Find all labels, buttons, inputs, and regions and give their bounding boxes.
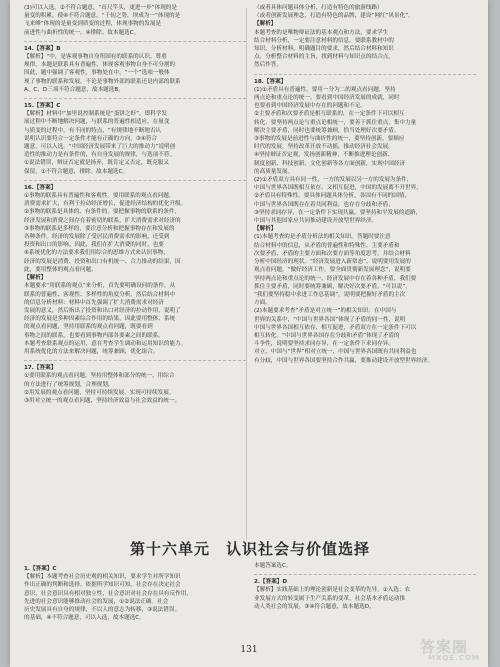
text-line: 现了事物的联系和发展，不论是事物外部的联系还是内部的联系 — [24, 78, 181, 85]
text-line: 经济的发展是多种因素综合作用的结果，因此要用整体、系统 — [24, 316, 176, 323]
u1-analysis — [24, 573, 246, 622]
text-line: ①要用联系的观点看问题，坚持用整体和部分的统一，用综合 — [24, 373, 175, 380]
text-line: 两点论和重点论的统一。要看到中国经济发展的成就，同时 — [254, 95, 400, 102]
text-line: 知识，分析材料，明确题目的要求，然后结合材料和知识 — [254, 46, 394, 53]
text-line: 发展的意义，然后指出了投资和出口对经济的拉动作用，说明了 — [24, 307, 181, 314]
separator — [24, 360, 246, 361]
text-line: ②主要矛盾和次要矛盾是相互联系的，在一定条件下可以相互 — [254, 111, 405, 118]
text-line: 本题考查的是唯物辩证法的基本观点和方法，要求学生 — [254, 29, 389, 36]
text-line: “我们要坚持稳中求进工作总基调”，说明要把握好矛盾的主次 — [254, 291, 406, 298]
left-top-text — [24, 4, 246, 37]
text-line: 题意，可以入选。“中国经济发展带来了巨大的推动力”说明创 — [24, 144, 176, 151]
text-line: ①说法错误，辩证否定就是扬弃，既肯定又否定，既克服又 — [24, 160, 169, 167]
q18-analysis — [254, 233, 476, 364]
text-line: A、C、D三项不符合题意，故本题选B。 — [24, 86, 124, 93]
q15-answer: 15.【答案】C — [24, 103, 61, 110]
text-line: (3)可以入选。②不符合题意，“首尺竿头，更进一步”体现的是 — [24, 5, 177, 11]
text-line: 量变的积累，使④不符合题意。“千仞之势，坝成为一”体现的是 — [24, 13, 181, 20]
right-top-text — [254, 4, 476, 20]
text-line: 经济的发展是消费、投资和出口有机统一、合力推动的结果，因 — [24, 258, 181, 265]
text-line: 解决主要矛盾，同时也要统筹兼顾，恰当处理好次要矛盾。 — [254, 127, 400, 134]
separator — [24, 180, 246, 181]
text-line: 制度创新、科技创新、文化创新等各方面创新，实现中国经济 — [254, 160, 406, 167]
u2-answer: 2.【答案】D — [254, 579, 288, 586]
text-line: 结合材料分析，一定要注意材料的信息，要联系教材中的 — [254, 37, 394, 44]
text-line: 规律，本题是联系具有普遍性，体现客观事物自身不可分割的 — [24, 62, 176, 69]
text-line: 意识，社会意识具有相对独立性，社会意识对社会存在具有反作用， — [24, 590, 192, 597]
text-line: 经济发展和消费之间存在着密切的联系，扩大消费需求对经济的 — [24, 217, 181, 224]
unit-title: 第十六单元 认识社会与价值选择 — [129, 540, 370, 558]
text-line: 点，分析整合材料的主旨，找到材料与知识点的结合点。 — [254, 54, 394, 61]
text-line: 展过程中不断地解决问题，与联系的普遍性相适应，在量变 — [24, 119, 170, 126]
u2-analysis — [254, 586, 476, 611]
text-line: 【解析】“中，是客观事物自身所固有的联系的认识，尊重 — [24, 54, 167, 61]
text-line: 作出正确的判断和选择。依据所学知识可知，社会存在决定社会 — [24, 582, 181, 589]
text-line: 的基础，④不符合题意，可以入选，故本题选C。 — [24, 615, 145, 622]
text-line: 然后作答。 — [254, 62, 282, 69]
text-line: ②用发展的观点看问题，坚持可持续发展，实现可持续发展。 — [24, 389, 175, 396]
text-line: 业发展方式的转变属于生产关系的变革，社会基本矛盾运动推 — [254, 595, 406, 602]
text-line: 抓住主要矛盾，同时要统筹兼顾，解决好次要矛盾。“可以说”， — [254, 283, 411, 290]
text-line: 中国与世界各国相互依存、相互促进，矛盾双方在一定条件下可以 — [254, 324, 417, 331]
text-line: 世界的关系中，“中国与世界各国”体现了矛盾的同一性，说明 — [254, 316, 406, 323]
unit-right-column — [254, 562, 476, 611]
u1-answer: 1.【答案】C — [24, 566, 57, 572]
q16-analysis — [24, 282, 246, 356]
text-line: ③坚持求同存异，在一定条件下实现共赢，要坚持和平发展的道路， — [254, 209, 422, 216]
text-line: 中国与其他国家应共同推动建设开放型世界经济。 — [254, 218, 378, 225]
text-line: 飞来峰”体现的是量变到质变的过程，体现事物的发展是 — [24, 21, 162, 28]
text-line: 结合材料中的信息，从矛盾的普遍性和特殊性、主要矛盾和 — [254, 242, 400, 249]
text-line: 用系统优化的方法来解决问题，统筹兼顾，优化组合。 — [24, 348, 159, 355]
u1-tail: 本题答案选C。 — [254, 563, 292, 569]
text-line: 造性的推动力是有条件的，有自身发展的规律，与选项不符。 — [24, 152, 176, 159]
text-line: 坚持两点论和重点论的统一，经济发展中存在着各种矛盾，我们要 — [254, 275, 417, 282]
text-line: 的高质量发展。 — [254, 168, 294, 175]
q17-answer: 17.【答案】 — [24, 365, 57, 372]
text-line: 与质变的过程中，有不同的特点，“有规律地不断地否认 — [24, 127, 162, 134]
separator — [254, 74, 476, 75]
text-line: 中国与世界各国既相互依存，又相互促进，中国的发展离不开世界， — [254, 185, 422, 192]
text-line: 因此，题中强调了客观性，事物处在中，“一个”选项一般体 — [24, 70, 170, 77]
text-line: 有分歧，中国与世界各国要坚持合作共赢，要推动建设开放型世界经济。 — [254, 357, 434, 364]
text-line: ④系统优化的方法要求我们用综合的思维方式来认识事物， — [24, 250, 169, 257]
text-line: （或者创新发展理念，打造有特色的品牌，建设“网红”风景化”。 — [254, 13, 414, 20]
text-line: ②事物的联系是具体的、有条件的。要把握事物的联系的条件， — [24, 209, 181, 216]
text-line: ①事物的联系具有普遍性和客观性。要用联系的观点看问题， — [24, 193, 175, 200]
text-line: 历史发展具有自身的规律，不以人的意志为转移，③说法错误。 — [24, 607, 181, 614]
text-line: 先进的社会意识能够推动社会的发展，①②说法正确。社会 — [24, 598, 169, 605]
q16-answer: 16.【答案】 — [24, 184, 57, 191]
text-line: 中国与世界各国既存在着共同利益，也存在分歧和矛盾， — [254, 201, 394, 208]
text-line: 【解析】实践基础上的理论创新是社会变革的先导，①入选；农 — [254, 587, 411, 594]
q15-analysis — [24, 110, 246, 176]
right-analysis — [254, 29, 476, 70]
text-line: 说明认识要符合一定条件才能有正确的方向，③④符合 — [24, 135, 158, 142]
text-line: 也要看到中国经济发展中存在的问题和不足。 — [254, 103, 366, 110]
text-line: (2)本题要求考查“矛盾是对立统一”的相关知识。在中国与 — [254, 308, 397, 315]
text-line: 事物之间的联系，也要看到事物内部各要素之间的联系。 — [24, 332, 164, 339]
text-line: 方面。 — [254, 300, 271, 307]
text-line: 各种条件。经济的发展除了受居民消费需求的影响，还受到 — [24, 234, 170, 241]
text-line: 【解析】材料中“加里说控制系统是“蛋饼之虾”，即科学发 — [24, 111, 167, 118]
text-line: 此，要用整体的观点看问题。 — [24, 266, 97, 273]
text-line: 相互转化。“中国与世界各国存在分歧和矛盾”体现了矛盾的 — [254, 332, 400, 339]
text-line: 联系的普遍性、客观性、多样性的角度分析，然后结合材料中 — [24, 291, 176, 298]
separator — [24, 98, 246, 99]
book-page — [10, 0, 488, 667]
watermark-url: MXQE.COM — [428, 654, 480, 662]
text-line: 本题考查联系观点的运用，意在考查学生调动和运用知识的能力。 — [24, 340, 187, 347]
text-line: ②矛盾具有特殊性，要具体问题具体分析，各国有不同的国情， — [254, 193, 411, 200]
text-line: ③事物的发展是前进性与曲折性的统一，要坚持创新，要顺应 — [254, 136, 405, 143]
text-line: 对立，中国与“世界”相对立统一，中国与世界各国既有共同利益也 — [254, 349, 417, 356]
text-line: (1)①矛盾具有普遍性，要用一分为二的观点看问题，坚持 — [254, 86, 396, 93]
text-line: ③用对立统一的观点看问题，坚持经济效益与社会效益的统一。 — [24, 397, 181, 404]
text-line: 本题要求“用联系的观点”来分析，首先要明确设问的条件，从 — [24, 283, 176, 290]
text-line: 前进性与曲折性的统一，④排除。故本题选C。 — [24, 29, 140, 36]
text-line: 保留，①不符合题意，排除。故本题选C。 — [24, 168, 129, 175]
text-line: (1)本题考查的是矛盾分析法的相关知识。答题时要注意 — [254, 234, 391, 241]
text-line: 投资和出口的影响。因此，我们在扩大消费的同时，也要 — [24, 242, 164, 249]
text-line: 分析中国经济的现状。“经济发展进入新常态”，说明要用发展的 — [254, 259, 411, 266]
separator — [254, 574, 476, 575]
text-line: 转化，要坚持两点论与重点论相统一，要善于抓住重点，集中力量 — [254, 119, 417, 126]
text-line: 的方法进行了统筹规划，合理规划。 — [24, 381, 114, 388]
q16-analysis-head: 【解析】 — [24, 275, 47, 282]
text-line: 观点看问题，“做好经济工作，要全面贯彻新发展理念”，说明要 — [254, 267, 411, 274]
q14-answer: 14.【答案】B — [24, 45, 61, 52]
right-analysis-head: 【解析】 — [254, 21, 277, 28]
q16-answer-text — [24, 192, 246, 274]
column-divider — [246, 8, 247, 540]
text-line: (2)①矛盾双方具有同一性，一方的发展以另一方的发展为条件， — [254, 177, 413, 184]
left-column — [24, 4, 246, 405]
q14-analysis — [24, 53, 246, 94]
q18-answer-text — [254, 86, 476, 225]
text-line: 消费需求扩大，有利于拉动经济增长，促进经济结构的优化升级。 — [24, 201, 187, 208]
watermark-logo: 答案圈 — [420, 638, 469, 656]
separator — [24, 41, 246, 42]
q17-answer-text — [24, 372, 246, 405]
q18-answer: 18.【答案】 — [254, 78, 287, 85]
right-column — [254, 4, 476, 365]
text-line: 【解析】本题考查社会历史观的相关知识，要求学生对所学知识 — [24, 574, 181, 581]
text-line: ③事物的联系是多样的，要注意分析和把握事物存在和发展的 — [24, 225, 175, 232]
text-line: 的观点看问题，坚持用联系的观点看问题，既要看到 — [24, 324, 153, 331]
text-line: 动人类社会的发展。③④符合题意，故本题选D。 — [254, 603, 375, 610]
text-line: 的信息分析材料：材料中首先强调了扩大消费需求对经济 — [24, 299, 164, 306]
text-line: 时代的发展，坚持改革开放不动摇，推动经济社会发展。 — [254, 144, 394, 151]
text-line: 斗争性，说明要坚持求同存异，在一定条件下求同存异。 — [254, 341, 394, 348]
text-line: ④坚持辩证否定观，发扬创新精神，不断推进理论创新、 — [254, 152, 394, 159]
unit-left-column — [24, 562, 246, 622]
text-line: （或者具体问题具体分析，打造有特色的旅游线路） — [254, 5, 383, 11]
page-number: 131 — [240, 645, 258, 655]
text-line: 次要矛盾、矛盾的主要方面和次要方面等角度思考，并结合材料 — [254, 250, 411, 257]
q18-analysis-head: 【解析】 — [254, 226, 277, 233]
